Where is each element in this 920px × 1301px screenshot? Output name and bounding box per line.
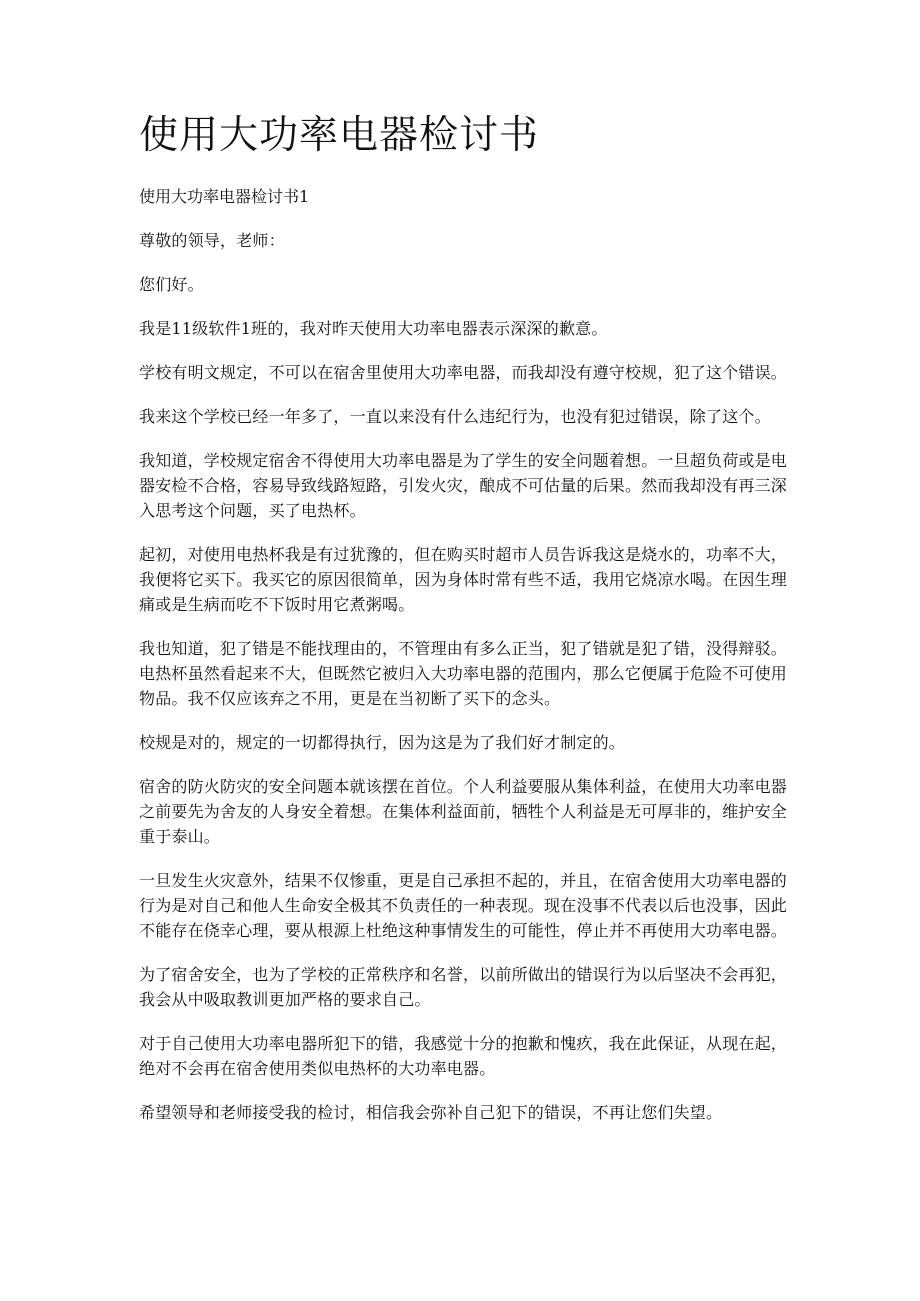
paragraph-salutation: 尊敬的领导，老师：	[139, 231, 285, 250]
paragraph-promise: 为了宿舍安全，也为了学校的正常秩序和名誉，以前所做出的错误行为以后坚决不会再犯，我会从中吸取教训更加严格的要求自己。	[139, 965, 788, 1009]
paragraph-no-excuse: 我也知道，犯了错是不能找理由的，不管理由有多么正当，犯了错就是犯了错，没得辩驳。电热杯虽然看起来不大，但既然它被归入大功率电器的范围内，那么它便属于危险不可使用物品。我不仅应该弃之不用，更是在当初断了买下的念头。	[139, 639, 788, 708]
paragraph-apology: 我是11级软件1班的，我对昨天使用大功率电器表示深深的歉意。	[139, 319, 608, 338]
paragraph-greeting: 您们好。	[139, 275, 204, 294]
paragraph-consequence: 一旦发生火灾意外，结果不仅惨重，更是自己承担不起的，并且，在宿舍使用大功率电器的行为是对自己和他人生命安全极其不负责任的一种表现。现在没事不代表以后也没事，因此不能存在侥幸心理，要从根源上杜绝这种事情发生的可能性，停止并不再使用大功率电器。	[139, 871, 788, 940]
document-page	[139, 108, 787, 1144]
paragraph-rules-correct: 校规是对的，规定的一切都得执行，因为这是为了我们好才制定的。	[139, 733, 626, 752]
paragraph-record: 我来这个学校已经一年多了，一直以来没有什么违纪行为，也没有犯过错误，除了这个。	[139, 407, 771, 426]
document-subtitle: 使用大功率电器检讨书1	[139, 187, 310, 206]
paragraph-safety-reason: 我知道，学校规定宿舍不得使用大功率电器是为了学生的安全问题着想。一旦超负荷或是电器安检不合格，容易导致线路短路，引发火灾，酿成不可估量的后果。然而我却没有再三深入思考这个问题，买了电热杯。	[139, 451, 788, 520]
paragraph-rule: 学校有明文规定，不可以在宿舍里使用大功率电器，而我却没有遵守校规，犯了这个错误。	[139, 363, 788, 382]
paragraph-purchase: 起初，对使用电热杯我是有过犹豫的，但在购买时超市人员告诉我这是烧水的，功率不大，我便将它买下。我买它的原因很简单，因为身体时常有些不适，我用它烧凉水喝。在因生理痛或是生病而吃不下饭时用它煮粥喝。	[139, 545, 788, 614]
document-title: 使用大功率电器检讨书	[139, 113, 540, 158]
paragraph-closing: 希望领导和老师接受我的检讨，相信我会弥补自己犯下的错误，不再让您们失望。	[139, 1103, 723, 1122]
paragraph-collective: 宿舍的防火防灾的安全问题本就该摆在首位。个人利益要服从集体利益，在使用大功率电器之前要先为舍友的人身安全着想。在集体利益面前，牺牲个人利益是无可厚非的，维护安全重于泰山。	[139, 777, 788, 846]
paragraph-guarantee: 对于自己使用大功率电器所犯下的错，我感觉十分的抱歉和愧疚，我在此保证，从现在起，绝对不会再在宿舍使用类似电热杯的大功率电器。	[139, 1034, 788, 1078]
